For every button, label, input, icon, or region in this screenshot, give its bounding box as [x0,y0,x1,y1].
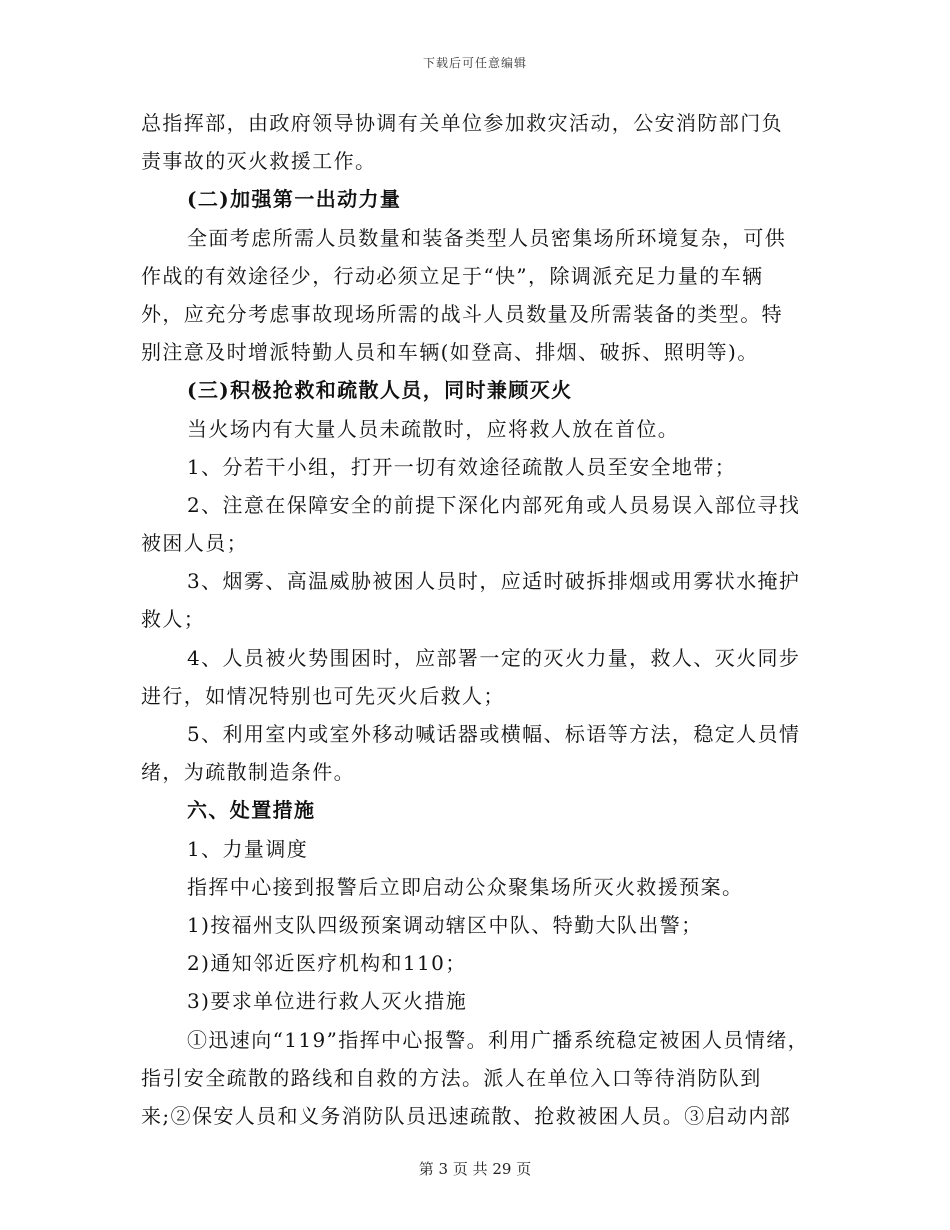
body-line: 绪，为疏散制造条件。 [141,760,355,785]
body-line: 总指挥部，由政府领导协调有关单位参加救灾活动，公安消防部门负 [141,111,783,135]
body-line: 来;②保安人员和义务消防队员迅速疏散、抢救被困人员。③启动内部 [141,1103,792,1128]
list-item: 5、利用室内或室外移动喊话器或横幅、标语等方法，稳定人员情 [187,722,801,746]
body-line: 进行，如情况特别也可先灭火后救人； [141,683,505,708]
list-item: 1、分若干小组，打开一切有效途径疏散人员至安全地带； [187,454,737,479]
body-line: 别注意及时增派特勤人员和车辆(如登高、排烟、破拆、照明等)。 [141,340,759,365]
body-line: 指引安全疏散的路线和自救的方法。派人在单位入口等待消防队到 [141,1065,762,1090]
list-item: ①迅速向“119”指挥中心报警。利用广播系统稳定被困人员情绪， [187,1027,810,1052]
section-heading: (三)积极抢救和疏散人员，同时兼顾灭火 [187,378,573,403]
list-item: 3)要求单位进行救人灭火措施 [187,989,468,1014]
body-line: 指挥中心接到报警后立即启动公众聚集场所灭火救援预案。 [187,874,744,899]
document-body [141,104,821,1135]
section-heading: (二)加强第一出动力量 [187,187,402,212]
body-line: 外，应充分考虑事故现场所需的战斗人员数量及所需装备的类型。特 [141,301,783,326]
body-line: 被困人员； [141,531,248,556]
page-number-footer: 第 3 页 共 29 页 [418,1160,532,1178]
list-item: 3、烟雾、高温威胁被困人员时，应适时破拆排烟或用雾状水掩护 [187,569,801,594]
body-line: 全面考虑所需人员数量和装备类型人员密集场所环境复杂，可供 [187,225,787,250]
body-line: 作战的有效途径少，行动必须立足于“快”，除调派充足力量的车辆 [141,263,764,288]
page-header: 下载后可任意编辑 [422,56,527,70]
subsection-heading: 1、力量调度 [187,836,309,861]
section-heading: 六、处置措施 [187,798,316,823]
list-item: 2、注意在保障安全的前提下深化内部死角或人员易误入部位寻找 [187,492,801,517]
list-item: 2)通知邻近医疗机构和110； [187,951,467,976]
body-line: 救人； [141,607,206,632]
list-item: 1)按福州支队四级预案调动辖区中队、特勤大队出警； [187,912,703,937]
list-item: 4、人员被火势围困时，应部署一定的灭火力量，救人、灭火同步 [187,645,801,670]
body-line: 责事故的灭火救援工作。 [141,149,377,174]
body-line: 当火场内有大量人员未疏散时，应将救人放在首位。 [187,416,680,441]
